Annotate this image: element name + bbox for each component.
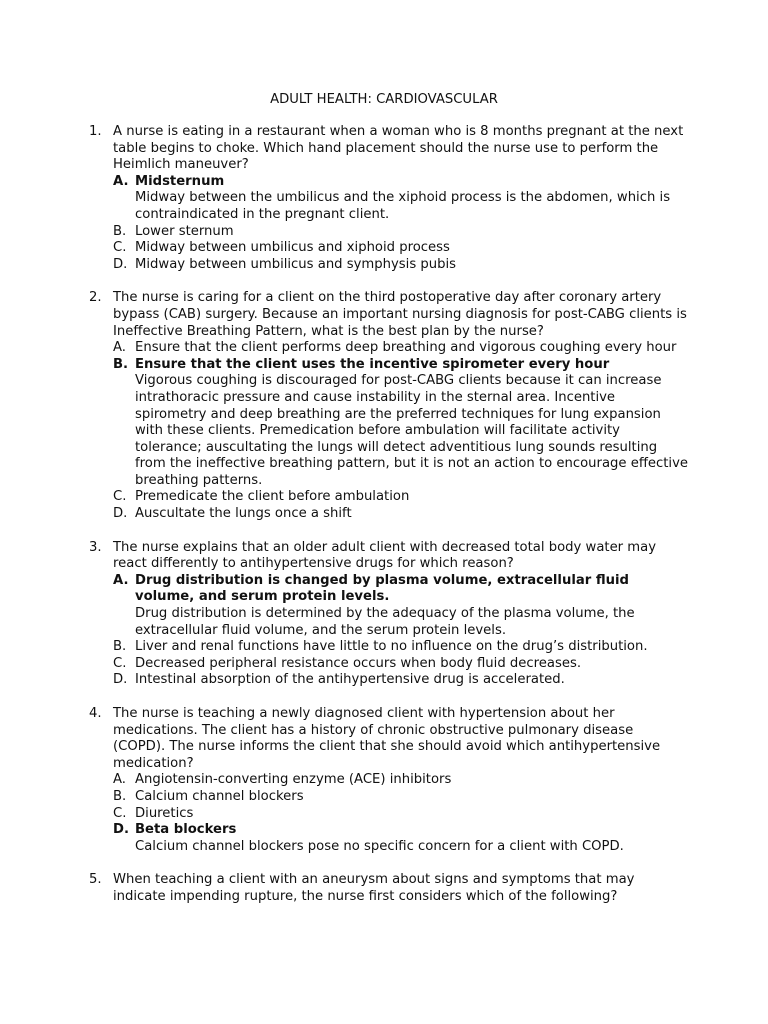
- option-text: Beta blockers: [135, 822, 237, 838]
- option-d: [113, 672, 689, 689]
- option-letter: B.: [113, 639, 127, 655]
- rationale-text: Vigorous coughing is discouraged for post-CABG clients because it can increase intrathoracic pressure and cause instability in the sternal area. Incentive spirometry and deep breathing are the preferred techniques for lung expansion with these clients. Premedication before ambulation will facilitate activity tolerance; auscultating the lungs will detect adventitious lung sounds resulting from the ineffective breathing pattern, but it is not an action to encourage effective breathing patterns.: [135, 373, 689, 488]
- question-stem: The nurse explains that an older adult client with decreased total body water may react differently to antihypertensive drugs for which reason?: [113, 539, 657, 572]
- question-stem: When teaching a client with an aneurysm about signs and symptoms that may indicate impending rupture, the nurse first considers which of the following?: [113, 872, 635, 904]
- rationale-text: Drug distribution is determined by the adequacy of the plasma volume, the extracellular fluid volume, and the serum protein levels.: [135, 606, 635, 638]
- option-a: [113, 340, 689, 357]
- option-b: [113, 224, 689, 241]
- question-2: [89, 290, 689, 522]
- question-number: 1.: [89, 124, 102, 139]
- question-5: [89, 872, 689, 905]
- question-number: 3.: [89, 539, 102, 555]
- question-4: [89, 706, 689, 855]
- option-a-correct: [113, 174, 689, 191]
- option-d: [113, 257, 689, 274]
- question-stem: The nurse is caring for a client on the third postoperative day after coronary artery bypass (CAB) surgery. Because an important nursing diagnosis for post-CABG clients is Ineffective Breathing Pattern, what is the best plan by the nurse?: [113, 290, 687, 339]
- option-text: Angiotensin-converting enzyme (ACE) inhibitors: [135, 772, 452, 788]
- question-stem: The nurse is teaching a newly diagnosed client with hypertension about her medications. The client has a history of chronic obstructive pulmonary disease (COPD). The nurse informs the client that she should avoid which antihypertensive medication?: [113, 706, 661, 771]
- option-letter: B.: [113, 356, 129, 372]
- question-list: [89, 124, 689, 923]
- option-text: Auscultate the lungs once a shift: [135, 506, 352, 522]
- option-text: Liver and renal functions have little to no influence on the drug’s distribution.: [135, 639, 648, 655]
- option-a: [113, 772, 689, 789]
- option-letter: A.: [113, 572, 129, 588]
- option-text: Midway between umbilicus and xiphoid process: [135, 240, 450, 256]
- option-letter: C.: [113, 805, 127, 821]
- question-1: [89, 124, 689, 273]
- option-letter: A.: [113, 173, 129, 189]
- option-b: [113, 639, 689, 656]
- question-3: [89, 540, 689, 689]
- option-c: [113, 240, 689, 257]
- option-c: [113, 489, 689, 506]
- option-letter: C.: [113, 655, 127, 671]
- option-d: [113, 506, 689, 523]
- option-letter: D.: [113, 506, 128, 522]
- option-text: Intestinal absorption of the antihypertensive drug is accelerated.: [135, 672, 565, 688]
- option-text: Diuretics: [135, 805, 194, 821]
- option-text: Drug distribution is changed by plasma volume, extracellular fluid volume, and serum protein levels.: [135, 572, 629, 605]
- option-text: Premedicate the client before ambulation: [135, 489, 410, 505]
- question-stem: A nurse is eating in a restaurant when a woman who is 8 months pregnant at the next table begins to choke. Which hand placement should the nurse use to perform the Heimlich maneuver?: [113, 124, 684, 173]
- rationale-text: Calcium channel blockers pose no specific concern for a client with COPD.: [135, 838, 624, 854]
- option-text: Midsternum: [135, 173, 225, 189]
- rationale-text: Midway between the umbilicus and the xiphoid process is the abdomen, which is contraindicated in the pregnant client.: [135, 190, 671, 222]
- option-letter: D.: [113, 672, 128, 688]
- page-title: ADULT HEALTH: CARDIOVASCULAR: [270, 92, 498, 107]
- option-text: Midway between umbilicus and symphysis pubis: [135, 256, 457, 272]
- option-text: Lower sternum: [135, 223, 234, 239]
- question-number: 5.: [89, 872, 102, 888]
- option-c: [113, 806, 689, 823]
- option-text: Decreased peripheral resistance occurs when body fluid decreases.: [135, 655, 582, 671]
- option-letter: D.: [113, 822, 129, 838]
- question-number: 2.: [89, 290, 102, 306]
- option-c: [113, 656, 689, 673]
- option-letter: D.: [113, 256, 128, 272]
- option-b-correct: [113, 357, 689, 374]
- option-d-correct: [113, 822, 689, 839]
- option-letter: B.: [113, 788, 127, 804]
- option-letter: A.: [113, 340, 126, 356]
- question-number: 4.: [89, 706, 102, 721]
- option-letter: C.: [113, 489, 127, 505]
- option-letter: A.: [113, 772, 126, 788]
- option-text: Calcium channel blockers: [135, 788, 304, 804]
- option-text: Ensure that the client performs deep breathing and vigorous coughing every hour: [135, 340, 677, 356]
- option-b: [113, 789, 689, 806]
- option-a-correct: [113, 573, 689, 606]
- option-letter: B.: [113, 223, 127, 239]
- option-text: Ensure that the client uses the incentive spirometer every hour: [135, 356, 610, 372]
- option-letter: C.: [113, 240, 127, 256]
